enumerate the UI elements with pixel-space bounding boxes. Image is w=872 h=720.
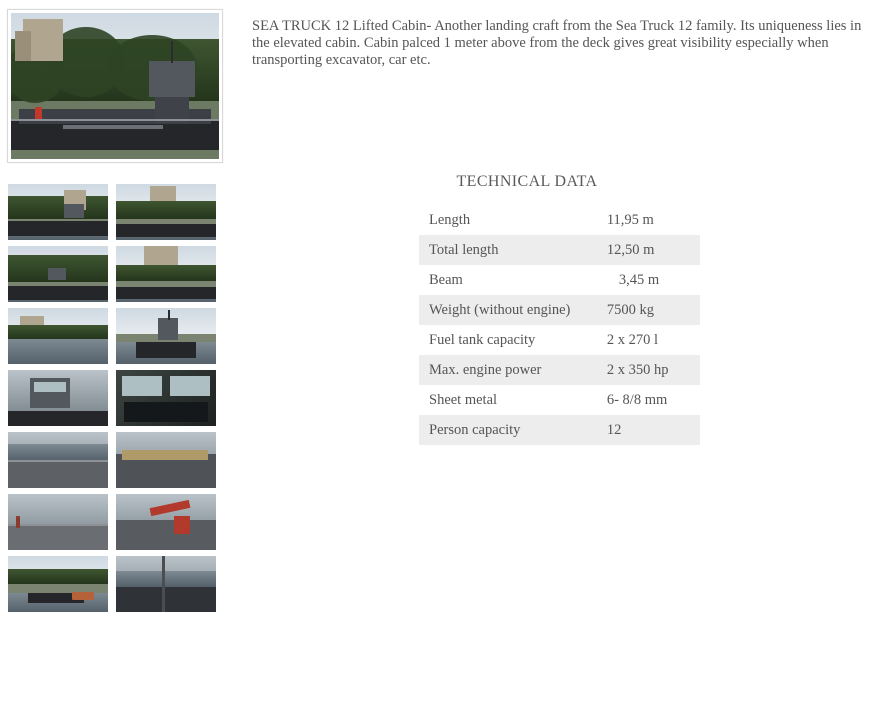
product-description: SEA TRUCK 12 Lifted Cabin- Another landing craft from the Sea Truck 12 family. Its uniqueness lies in the elevated cabin. Cabin palced 1 meter above from the deck gives great visibility especially when transporting excavator, car etc. [252,18,862,68]
spec-label: Total length [419,235,597,265]
lifted-cabin [48,268,66,280]
tree-line [8,325,108,340]
timber-load [122,450,208,460]
bow-ramp [116,587,216,612]
spec-label: Sheet metal [429,392,498,408]
spec-value: 6- 8/8 mm [606,392,668,408]
spec-label: Person capacity [419,415,597,445]
thumbnail-9[interactable] [8,432,108,488]
lifted-cabin [158,318,178,340]
spec-label: Max. engine power [419,355,597,385]
spec-label: Fuel tank capacity [429,332,536,348]
tree-line [8,569,108,584]
specifications-table [419,205,700,445]
tree-line [8,196,108,218]
thumbnail-14[interactable] [116,556,216,612]
deck-railing [8,460,108,462]
spec-value: 12,50 m [597,235,700,265]
spec-value: 11,95 m [606,212,654,228]
spec-label: Beam [429,272,463,288]
table-row [419,235,700,265]
tree-line [116,265,216,281]
spec-label: Length [429,212,471,228]
boat-hull [116,287,216,298]
thumbnail-13[interactable] [8,556,108,612]
thumbnail-1[interactable] [8,184,108,240]
castle-wall [15,31,31,61]
deck-railing [11,119,219,121]
table-row [419,325,700,355]
spec-value [597,265,700,295]
water-layer [8,444,108,461]
table-row [419,265,700,295]
deck-post [16,516,20,528]
boat-hull [116,224,216,236]
spec-value: 12 [597,415,700,445]
spec-value: 2 x 350 hp [597,355,700,385]
spec-value: 2 x 270 l [606,332,658,348]
boat-hull [8,286,108,299]
spec-value-text: 3,45 m [618,272,660,288]
table-row [419,415,700,445]
boat-hull [8,411,108,426]
technical-data-heading: TECHNICAL DATA [456,173,598,190]
boat-hull [8,221,108,236]
lifted-cabin [149,61,195,97]
specifications-body [419,205,700,445]
cabin-window [122,376,162,396]
main-photo[interactable] [8,10,222,162]
table-row [419,355,700,385]
water-layer [8,339,108,364]
dock-cargo [72,592,94,600]
thumbnail-4[interactable] [116,246,216,302]
table-row [419,295,700,325]
thumbnail-11[interactable] [8,494,108,550]
thumbnail-6[interactable] [116,308,216,364]
mast [168,310,170,320]
product-content [252,18,864,445]
water-layer [116,571,216,588]
table-row [419,385,700,415]
boat-hull [136,342,196,359]
thumbnail-10[interactable] [116,432,216,488]
deck-plate [63,125,163,129]
thumbnail-8[interactable] [116,370,216,426]
thumbnail-2[interactable] [116,184,216,240]
steel-deck [8,524,108,550]
steel-deck [8,460,108,488]
table-row [419,205,700,235]
cabin-window [170,376,210,396]
deck-railing [8,524,108,526]
spec-value: 7500 kg [597,295,700,325]
tree-line [116,201,216,219]
spec-label: Weight (without engine) [419,295,597,325]
thumbnail-grid [8,184,224,618]
cabin-frame [162,556,165,612]
thumbnail-12[interactable] [116,494,216,550]
lifted-cabin [64,204,84,218]
thumbnail-7[interactable] [8,370,108,426]
steel-deck [116,520,216,550]
mast [171,41,173,63]
control-console [124,402,208,422]
photo-gallery [8,10,224,618]
thumbnail-3[interactable] [8,246,108,302]
cabin-window [34,382,66,392]
crane-body [174,516,190,534]
thumbnail-5[interactable] [8,308,108,364]
